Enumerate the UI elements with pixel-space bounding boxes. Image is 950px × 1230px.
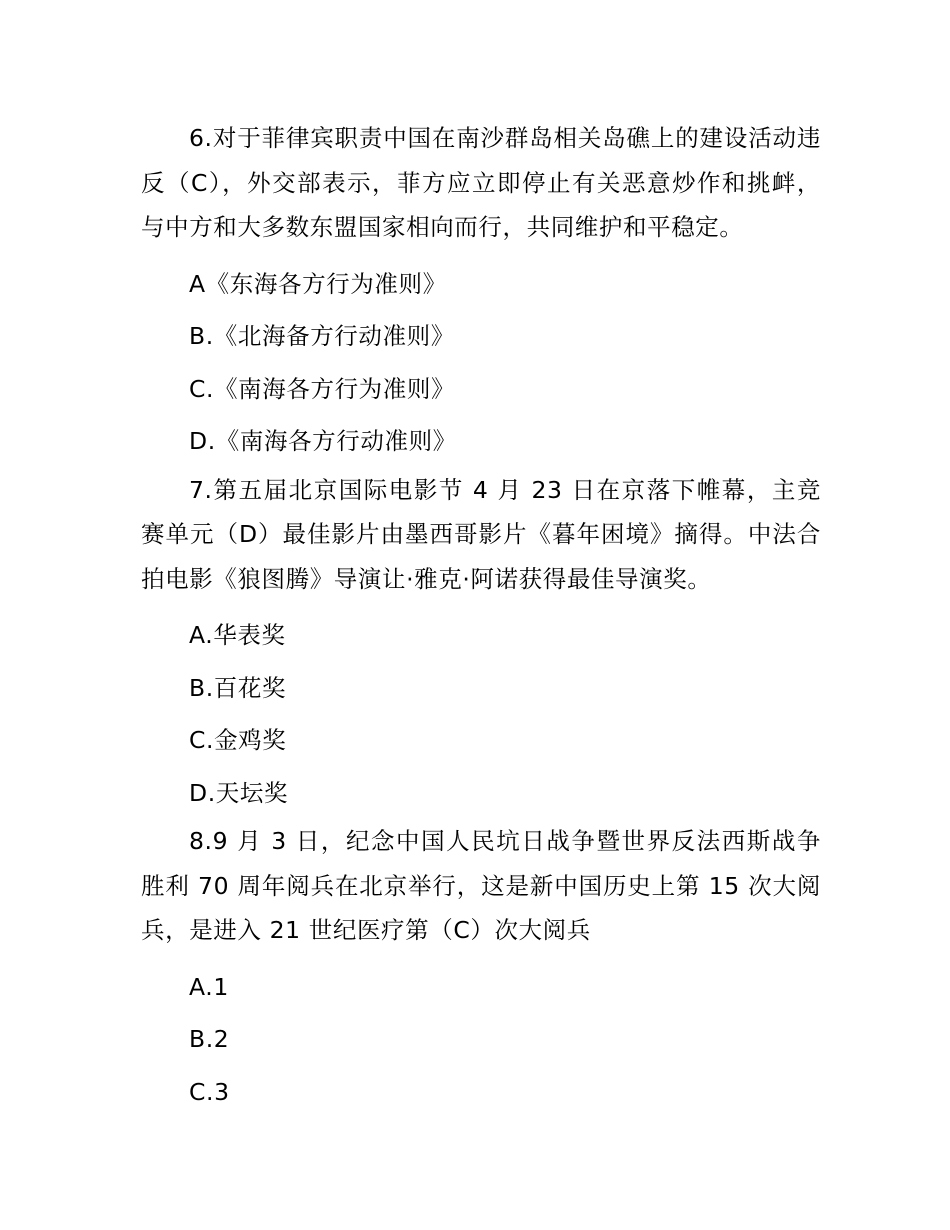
question-6-option-c: C.《南海各方行为准则》 xyxy=(189,374,456,403)
question-8-option-b: B.2 xyxy=(189,1025,230,1053)
question-7-option-a: A.华表奖 xyxy=(189,621,286,649)
question-7-option-d: D.天坛奖 xyxy=(189,778,289,807)
question-7-option-b: B.百花奖 xyxy=(189,673,287,702)
question-8-option-a: A.1 xyxy=(189,972,229,1001)
question-6: 6.对于菲律宾职责中国在南沙群岛相关岛礁上的建设活动违反（C），外交部表示，菲方应立即停止有关恶意炒作和挑衅，与中方和大多数东盟国家相向而行，共同维护和平稳定。 xyxy=(141,124,821,241)
question-7-option-c: C.金鸡奖 xyxy=(189,726,287,754)
spacer xyxy=(141,953,821,961)
spacer xyxy=(141,250,821,258)
question-8: 8.9 月 3 日，纪念中国人民坑日战争暨世界反法西斯战争胜利 70 周年阅兵在北京举行，这是新中国历史上第 15 次大阅兵，是进入 21 世纪医疗第（C）次大阅兵 xyxy=(141,827,821,944)
spacer xyxy=(141,601,821,609)
question-6-option-d: D.《南海各方行动准则》 xyxy=(189,427,457,455)
question-7: 7.第五届北京国际电影节 4 月 23 日在京落下帷幕，主竞赛单元（D）最佳影片由墨西哥影片《暮年困境》摘得。中法合拍电影《狼图腾》导演让·雅克·阿诺获得最佳导演奖。 xyxy=(141,475,821,593)
question-6-option-a: A《东海各方行为准则》 xyxy=(189,269,447,298)
question-6-option-b: B.《北海备方行动准则》 xyxy=(189,322,455,350)
question-8-option-c: C.3 xyxy=(189,1077,230,1106)
document-content xyxy=(141,116,821,1118)
